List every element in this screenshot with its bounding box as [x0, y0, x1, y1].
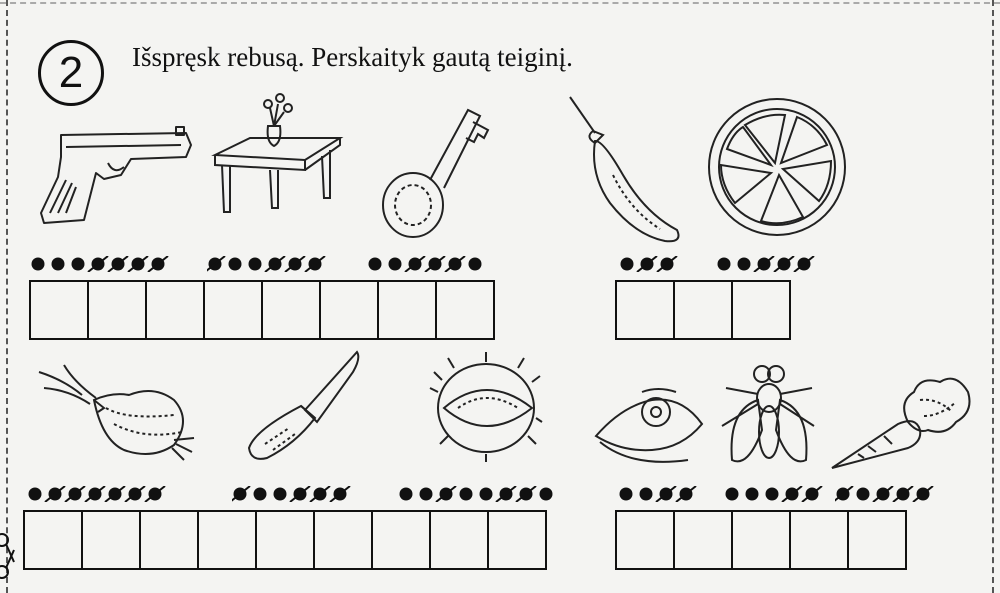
answer-box[interactable]	[197, 510, 257, 570]
code-word-3	[367, 256, 487, 272]
knife-icon	[245, 350, 365, 465]
dot-code	[716, 256, 816, 272]
scissors-icon	[0, 532, 16, 580]
onion-icon	[34, 360, 199, 465]
code-dot	[369, 258, 382, 271]
answer-box[interactable]	[731, 280, 791, 340]
code-dot	[254, 488, 267, 501]
answer-box[interactable]	[429, 510, 489, 570]
code-word-8	[398, 486, 558, 502]
table-with-vase-icon	[210, 90, 345, 215]
answer-box[interactable]	[377, 280, 437, 340]
code-dot	[718, 258, 731, 271]
answer-box[interactable]	[261, 280, 321, 340]
answer-box[interactable]	[139, 510, 199, 570]
code-dot	[469, 258, 482, 271]
code-dot	[32, 258, 45, 271]
code-dot	[460, 488, 473, 501]
dot-code	[207, 256, 327, 272]
code-dot	[640, 488, 653, 501]
code-dot	[274, 488, 287, 501]
code-dot	[400, 488, 413, 501]
dot-code	[618, 486, 698, 502]
answer-boxes-row-2-right	[617, 510, 907, 570]
code-word-2	[207, 256, 327, 272]
code-dot	[726, 488, 739, 501]
code-dot	[72, 258, 85, 271]
code-dot	[746, 488, 759, 501]
answer-boxes-row-2-left	[25, 510, 547, 570]
code-word-7	[232, 486, 352, 502]
fly-icon	[718, 360, 818, 475]
answer-box[interactable]	[673, 280, 733, 340]
code-dot	[766, 488, 779, 501]
eye-icon	[592, 378, 707, 478]
answer-box[interactable]	[615, 510, 675, 570]
cut-line-right	[992, 0, 994, 593]
answer-box[interactable]	[789, 510, 849, 570]
code-dot	[249, 258, 262, 271]
answer-box[interactable]	[435, 280, 495, 340]
answer-box[interactable]	[145, 280, 205, 340]
answer-box[interactable]	[255, 510, 315, 570]
code-dot	[540, 488, 553, 501]
code-word-6	[27, 486, 167, 502]
answer-box[interactable]	[487, 510, 547, 570]
code-word-9	[618, 486, 698, 502]
answer-box[interactable]	[371, 510, 431, 570]
answer-box[interactable]	[673, 510, 733, 570]
answer-box[interactable]	[23, 510, 83, 570]
answer-box[interactable]	[615, 280, 675, 340]
code-dot	[738, 258, 751, 271]
key-icon	[378, 100, 496, 240]
answer-boxes-row-1-right	[617, 280, 791, 340]
cut-line-left	[6, 0, 8, 593]
dot-code	[367, 256, 487, 272]
code-dot	[420, 488, 433, 501]
code-dot	[480, 488, 493, 501]
code-dot	[857, 488, 870, 501]
code-dot	[229, 258, 242, 271]
dot-code	[232, 486, 352, 502]
code-dot	[620, 488, 633, 501]
code-dot	[389, 258, 402, 271]
carrot-icon	[828, 372, 973, 472]
orange-slice-icon	[705, 95, 850, 240]
answer-box[interactable]	[203, 280, 263, 340]
code-word-5	[716, 256, 816, 272]
dot-code	[27, 486, 167, 502]
dot-code	[398, 486, 558, 502]
code-word-1	[30, 256, 170, 272]
dot-code	[619, 256, 679, 272]
answer-box[interactable]	[847, 510, 907, 570]
code-word-4	[619, 256, 679, 272]
dot-code	[835, 486, 935, 502]
answer-box[interactable]	[313, 510, 373, 570]
code-word-11	[835, 486, 935, 502]
cut-line-top	[0, 2, 1000, 4]
task-instruction: Išspręsk rebusą. Perskaityk gautą teiginį.	[132, 42, 573, 72]
code-word-10	[724, 486, 824, 502]
task-number: 2	[38, 40, 104, 106]
awl-icon	[565, 95, 685, 245]
answer-box[interactable]	[731, 510, 791, 570]
dot-code	[30, 256, 170, 272]
answer-box[interactable]	[29, 280, 89, 340]
code-dot	[29, 488, 42, 501]
answer-box[interactable]	[81, 510, 141, 570]
answer-box[interactable]	[319, 280, 379, 340]
dot-code	[724, 486, 824, 502]
answer-box[interactable]	[87, 280, 147, 340]
code-dot	[52, 258, 65, 271]
code-dot	[621, 258, 634, 271]
pistol-icon	[36, 125, 201, 230]
chestnut-icon	[428, 352, 543, 462]
answer-boxes-row-1-left	[31, 280, 495, 340]
